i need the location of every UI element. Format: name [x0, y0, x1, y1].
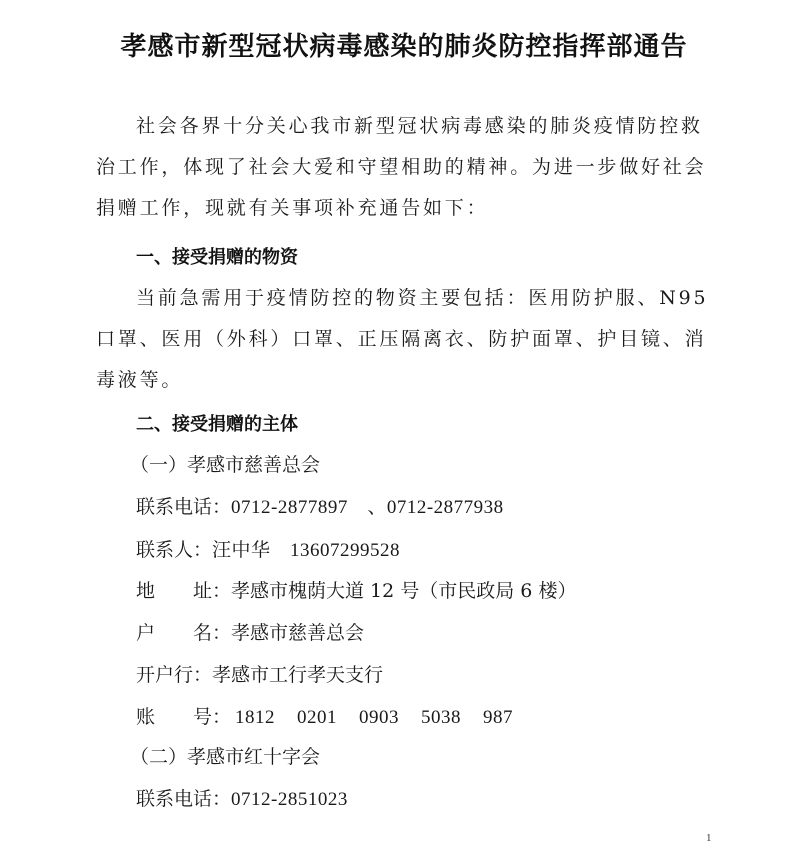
page-number: 1	[706, 832, 712, 844]
section-1-heading: 一、接受捐赠的物资	[136, 247, 298, 268]
section-1-paragraph	[96, 278, 716, 401]
org-1-bank-label: 开户行：	[136, 664, 213, 686]
intro-text: 社会各界十分关心我市新型冠状病毒感染的肺炎疫情防控救治工作，体现了社会大爱和守望相助的精神。为进一步做好社会捐赠工作，现就有关事项补充通告如下：	[96, 115, 707, 219]
org-1-contact	[136, 535, 400, 562]
org-1-account-number-label: 账 号：	[136, 706, 232, 728]
org-1-phone-label: 联系电话：	[136, 496, 232, 518]
org-2-phone-label: 联系电话：	[136, 788, 232, 810]
org-1-bank	[136, 660, 383, 687]
account-number-part: 0903	[359, 707, 400, 728]
org-1-account-name	[136, 618, 364, 645]
org-1-account-number	[136, 702, 535, 729]
account-number-part: 1812	[235, 707, 276, 728]
org-1-address-label: 地 址：	[136, 580, 232, 602]
org-2-phone	[136, 784, 348, 811]
org-1-account-name-label: 户 名：	[136, 622, 232, 644]
org-1-phone	[136, 492, 504, 519]
account-number-part: 0201	[297, 707, 338, 728]
org-1-account-name-value: 孝感市慈善总会	[231, 622, 365, 644]
section-2-heading: 二、接受捐赠的主体	[136, 414, 298, 435]
account-number-part: 5038	[421, 707, 462, 728]
account-number-part: 987	[483, 707, 514, 728]
org-1-contact-label: 联系人：	[136, 539, 213, 561]
section-1-body: 当前急需用于疫情防控的物资主要包括：医用防护服、N95 口罩、医用（外科）口罩、正压隔离衣、防护面罩、护目镜、消毒液等。	[96, 287, 709, 391]
org-1-phone-value: 0712-2877897 、0712-2877938	[231, 497, 504, 518]
org-1-address	[136, 576, 576, 603]
org-2-name: （二）孝感市红十字会	[130, 746, 321, 768]
intro-paragraph	[96, 106, 716, 229]
org-1-name: （一）孝感市慈善总会	[130, 454, 321, 476]
page-title: 孝感市新型冠状病毒感染的肺炎防控指挥部通告	[120, 32, 688, 62]
org-1-bank-value: 孝感市工行孝天支行	[212, 664, 384, 686]
org-1-contact-value: 汪中华 13607299528	[212, 540, 401, 561]
org-2-phone-value: 0712-2851023	[231, 789, 348, 810]
org-1-address-value: 孝感市槐荫大道 12 号（市民政局 6 楼）	[231, 580, 577, 602]
